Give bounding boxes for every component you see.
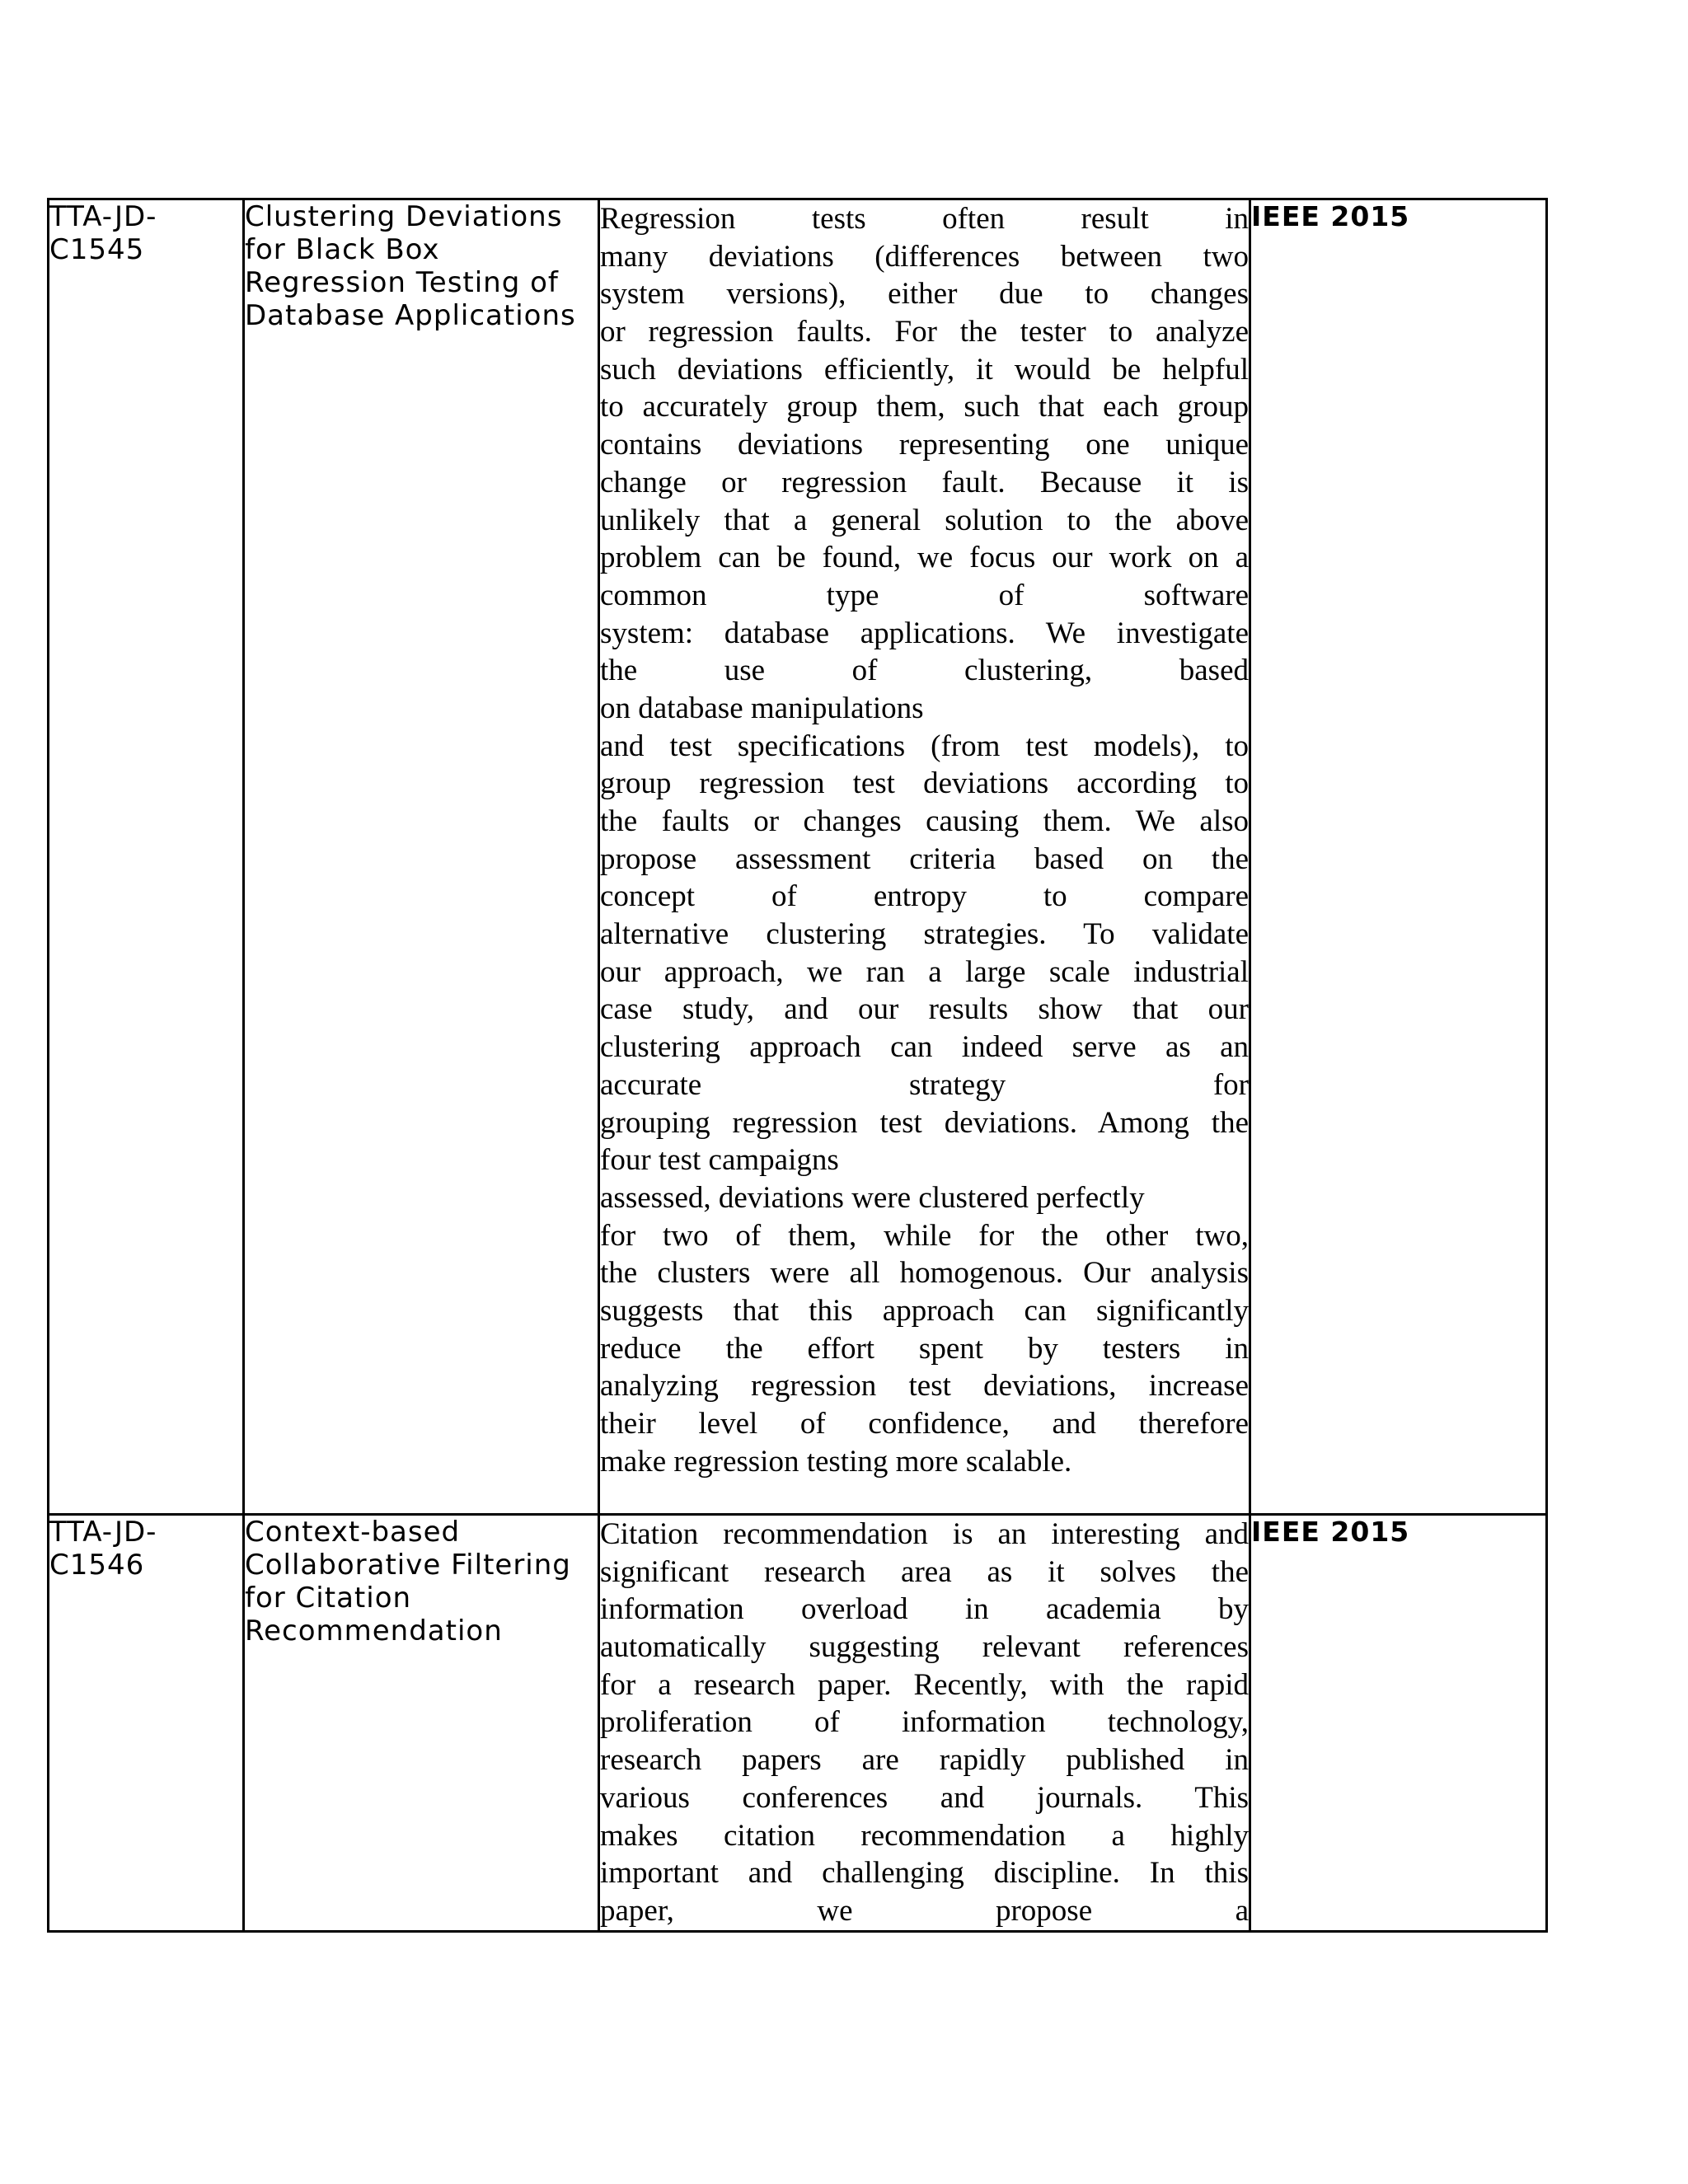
project-code-line: TTA-JD- [49, 1516, 157, 1549]
table-row [49, 199, 1547, 1515]
abstract-line: significant research area as it solves the [600, 1554, 1249, 1589]
abstract-line: make regression testing more scalable. [600, 1444, 1072, 1479]
abstract-line: contains deviations representing one unique [600, 428, 1249, 462]
project-title-cell [244, 1515, 599, 1932]
abstract-cell [599, 199, 1250, 1515]
abstract-cell [599, 1515, 1250, 1932]
abstract-line: Citation recommendation is an interesting and [600, 1517, 1249, 1551]
project-title-cell [244, 199, 599, 1515]
abstract-line: unlikely that a general solution to the above [600, 503, 1249, 537]
abstract-line: accurate strategy for [600, 1067, 1249, 1102]
abstract-line: for a research paper. Recently, with the rapid [600, 1667, 1249, 1702]
abstract-line: clustering approach can indeed serve as an [600, 1030, 1249, 1065]
project-title-line: Recommendation [245, 1615, 503, 1647]
abstract-line: many deviations (differences between two [600, 239, 1249, 274]
project-table [47, 198, 1548, 1933]
abstract-line: system versions), either due to changes [600, 277, 1249, 312]
abstract-line: system: database applications. We investigate [600, 616, 1249, 650]
abstract-line: on database manipulations [600, 691, 924, 725]
abstract-line: analyzing regression test deviations, increase [600, 1369, 1249, 1404]
abstract-line: information overload in academia by [600, 1592, 1249, 1627]
abstract-line: change or regression fault. Because it is [600, 465, 1249, 499]
abstract-line: paper, we propose a [600, 1893, 1249, 1928]
abstract-line: four test campaigns [600, 1143, 839, 1178]
publication-cell [1250, 1515, 1547, 1932]
abstract-line: suggests that this approach can significantly [600, 1293, 1249, 1328]
abstract-line: Regression tests often result in [600, 202, 1249, 236]
project-title-line: for Black Box [245, 233, 440, 266]
abstract-line: automatically suggesting relevant references [600, 1630, 1249, 1665]
project-code-line: C1545 [49, 233, 145, 266]
abstract-line: such deviations efficiently, it would be helpful [600, 352, 1249, 387]
abstract-line: proliferation of information technology, [600, 1705, 1249, 1740]
abstract-line: case study, and our results show that our [600, 992, 1249, 1027]
table-body [49, 199, 1547, 1932]
abstract-line: assessed, deviations were clustered perfectly [600, 1180, 1145, 1215]
abstract-line: common type of software [600, 578, 1249, 612]
abstract-line: their level of confidence, and therefore [600, 1407, 1249, 1441]
abstract-line: propose assessment criteria based on the [600, 841, 1249, 876]
publication-label: IEEE 2015 [1251, 1516, 1410, 1548]
abstract-line: various conferences and journals. This [600, 1780, 1249, 1815]
abstract-line: research papers are rapidly published in [600, 1743, 1249, 1778]
abstract-line: important and challenging discipline. In this [600, 1856, 1249, 1891]
abstract-line: or regression faults. For the tester to analyze [600, 315, 1249, 349]
project-title-line: Database Applications [245, 299, 576, 332]
project-title-line: for Citation [245, 1582, 412, 1615]
abstract-line: makes citation recommendation a highly [600, 1818, 1249, 1853]
project-title-line: Regression Testing of [245, 266, 559, 299]
project-title-line: Collaborative Filtering [245, 1549, 571, 1582]
abstract-line: to accurately group them, such that each group [600, 390, 1249, 424]
publication-cell [1250, 199, 1547, 1515]
abstract-line: and test specifications (from test models), to [600, 729, 1249, 763]
abstract-line: group regression test deviations according to [600, 766, 1249, 801]
abstract-line: concept of entropy to compare [600, 879, 1249, 914]
project-code-line: TTA-JD- [49, 200, 157, 233]
publication-label: IEEE 2015 [1251, 200, 1410, 232]
abstract-line: problem can be found, we focus our work on a [600, 541, 1249, 575]
project-code-cell [49, 199, 244, 1515]
project-title-line: Context-based [245, 1516, 461, 1549]
project-title-line: Clustering Deviations [245, 200, 563, 233]
table-row [49, 1515, 1547, 1932]
abstract-line: alternative clustering strategies. To validate [600, 917, 1249, 952]
project-code-line: C1546 [49, 1549, 145, 1582]
abstract-line: grouping regression test deviations. Among the [600, 1105, 1249, 1140]
abstract-line: reduce the effort spent by testers in [600, 1331, 1249, 1366]
abstract-line: the clusters were all homogenous. Our analysis [600, 1256, 1249, 1291]
abstract-line: for two of them, while for the other two, [600, 1218, 1249, 1253]
abstract-line: our approach, we ran a large scale industrial [600, 954, 1249, 989]
project-code-cell [49, 1515, 244, 1932]
abstract-line: the use of clustering, based [600, 654, 1249, 688]
abstract-line: the faults or changes causing them. We also [600, 804, 1249, 838]
